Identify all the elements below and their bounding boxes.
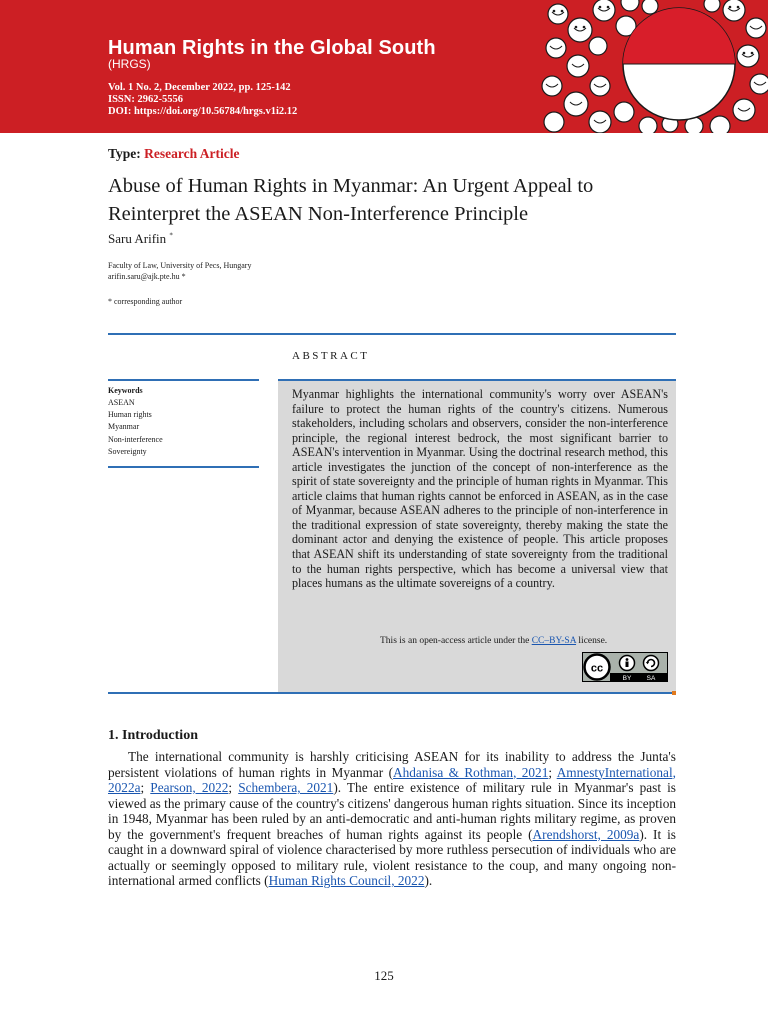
intro-text: ). <box>424 873 433 888</box>
author-email: arifin.saru@ajk.pte.hu * <box>108 272 186 281</box>
abstract-heading: ABSTRACT <box>292 350 370 362</box>
article-type <box>108 146 239 162</box>
doi-info: DOI: https://doi.org/10.56784/hrgs.v1i2.12 <box>108 106 298 117</box>
keyword-item: Non-interference <box>108 434 163 444</box>
svg-text:cc: cc <box>590 662 604 675</box>
introduction-paragraph <box>108 749 676 889</box>
citation-link[interactable]: Pearson, 2022 <box>150 780 229 795</box>
article-type-label: Type: <box>108 146 141 161</box>
journal-banner <box>0 0 768 133</box>
abstract-bottom-rule <box>108 692 676 694</box>
citation-link[interactable]: Human Rights Council, 2022 <box>268 873 425 888</box>
article-type-value: Research Article <box>144 146 240 161</box>
citation-separator: ; <box>228 780 239 795</box>
license-link[interactable]: CC–BY-SA <box>531 636 577 646</box>
issn-info: ISSN: 2962-5556 <box>108 94 183 105</box>
journal-title: Human Rights in the Global South <box>108 37 436 59</box>
abstract-text: Myanmar highlights the international community's worry over ASEAN's failure to protect the human rights of the country's citizens. Numerous stakeholders, including scholars and observers, consider the non-interference principle, the regional interest bedrock, the most significant barrier to ASEAN's intervention in Myanmar. Using the doctrinal research method, this article investigates the junction of the concept of non-interference as the spirit of state sovereignty and the principle of human rights in Myanmar. This article claims that human rights cannot be enforced in ASEAN, as in the case of Myanmar, because ASEAN adheres to the principle of non-interference in the traditional expression of state sovereignty, thereby making the state the dominant actor and denying the existence of people. This article proposes that ASEAN shift its understanding of state sovereignty from the traditional to the human rights perspective, which has become a universal view that places humans as the ultimate sovereigns of a country. <box>292 387 668 591</box>
keywords-bottom-rule <box>108 466 259 468</box>
sketch-crowd-with-flag-illustration <box>538 0 768 133</box>
badge-sa-label: SA <box>646 675 656 682</box>
keyword-item: Myanmar <box>108 422 140 432</box>
citation-link[interactable]: Ahdanisa & Rothman, 2021 <box>393 764 549 780</box>
abstract-top-rule <box>278 379 676 381</box>
keywords-top-rule <box>108 379 259 381</box>
corresponding-note: * corresponding author <box>108 297 183 306</box>
intro-text: ). It is caught in a downward spiral of violence characterised by more ruthless persecution of individuals who are actually or seemingly opposed to military rule, violent resistance to the coup, and many ongoing non-international armed conflicts ( <box>108 826 676 888</box>
section-heading-introduction: 1. Introduction <box>108 728 198 743</box>
badge-by-label: BY <box>622 675 632 682</box>
keywords-label: Keywords <box>108 386 143 395</box>
page-number: 125 <box>374 968 394 983</box>
cc-by-sa-badge-icon[interactable] <box>582 652 668 682</box>
citation-link[interactable]: Schembera, 2021 <box>238 780 334 795</box>
intro-text: ). The entire existence of military rule in Myanmar's past is viewed as the primary cause of the country's citizens' dangerous human rights situation. Since its inception in 1948, Myanmar has been ruled by an anti-democratic and anti-human rights military regime, as proven by the government's frequent breaches of human rights against its people ( <box>108 780 676 842</box>
license-note <box>380 636 607 646</box>
keywords-list <box>108 397 163 458</box>
license-suffix: license. <box>576 636 608 646</box>
author-line <box>108 231 173 247</box>
keyword-item: Sovereignty <box>108 446 147 456</box>
citation-separator: ; <box>140 780 151 795</box>
citation-link[interactable]: AmnestyInternational, 2022a <box>108 764 676 795</box>
article-title: Abuse of Human Rights in Myanmar: An Urgent Appeal to Reinterpret the ASEAN Non-Interference Principle <box>108 175 594 225</box>
volume-info: Vol. 1 No. 2, December 2022, pp. 125-142 <box>108 82 291 93</box>
keyword-item: Human rights <box>108 410 152 420</box>
section-divider <box>108 333 676 335</box>
citation-separator: ; <box>548 764 557 780</box>
author-mark: * <box>169 231 173 240</box>
affiliation: Faculty of Law, University of Pecs, Hungary <box>108 261 252 270</box>
journal-abbreviation: (HRGS) <box>108 57 151 71</box>
citation-link[interactable]: Arendshorst, 2009a <box>532 826 640 842</box>
corner-accent <box>672 691 676 695</box>
intro-text: The international community is harshly criticising ASEAN for its inability to address the Junta's persistent violations of human rights in Myanmar ( <box>108 749 676 780</box>
license-prefix: This is an open-access article under the <box>380 636 532 646</box>
author-name: Saru Arifin <box>108 231 167 246</box>
keyword-item: ASEAN <box>108 398 135 407</box>
